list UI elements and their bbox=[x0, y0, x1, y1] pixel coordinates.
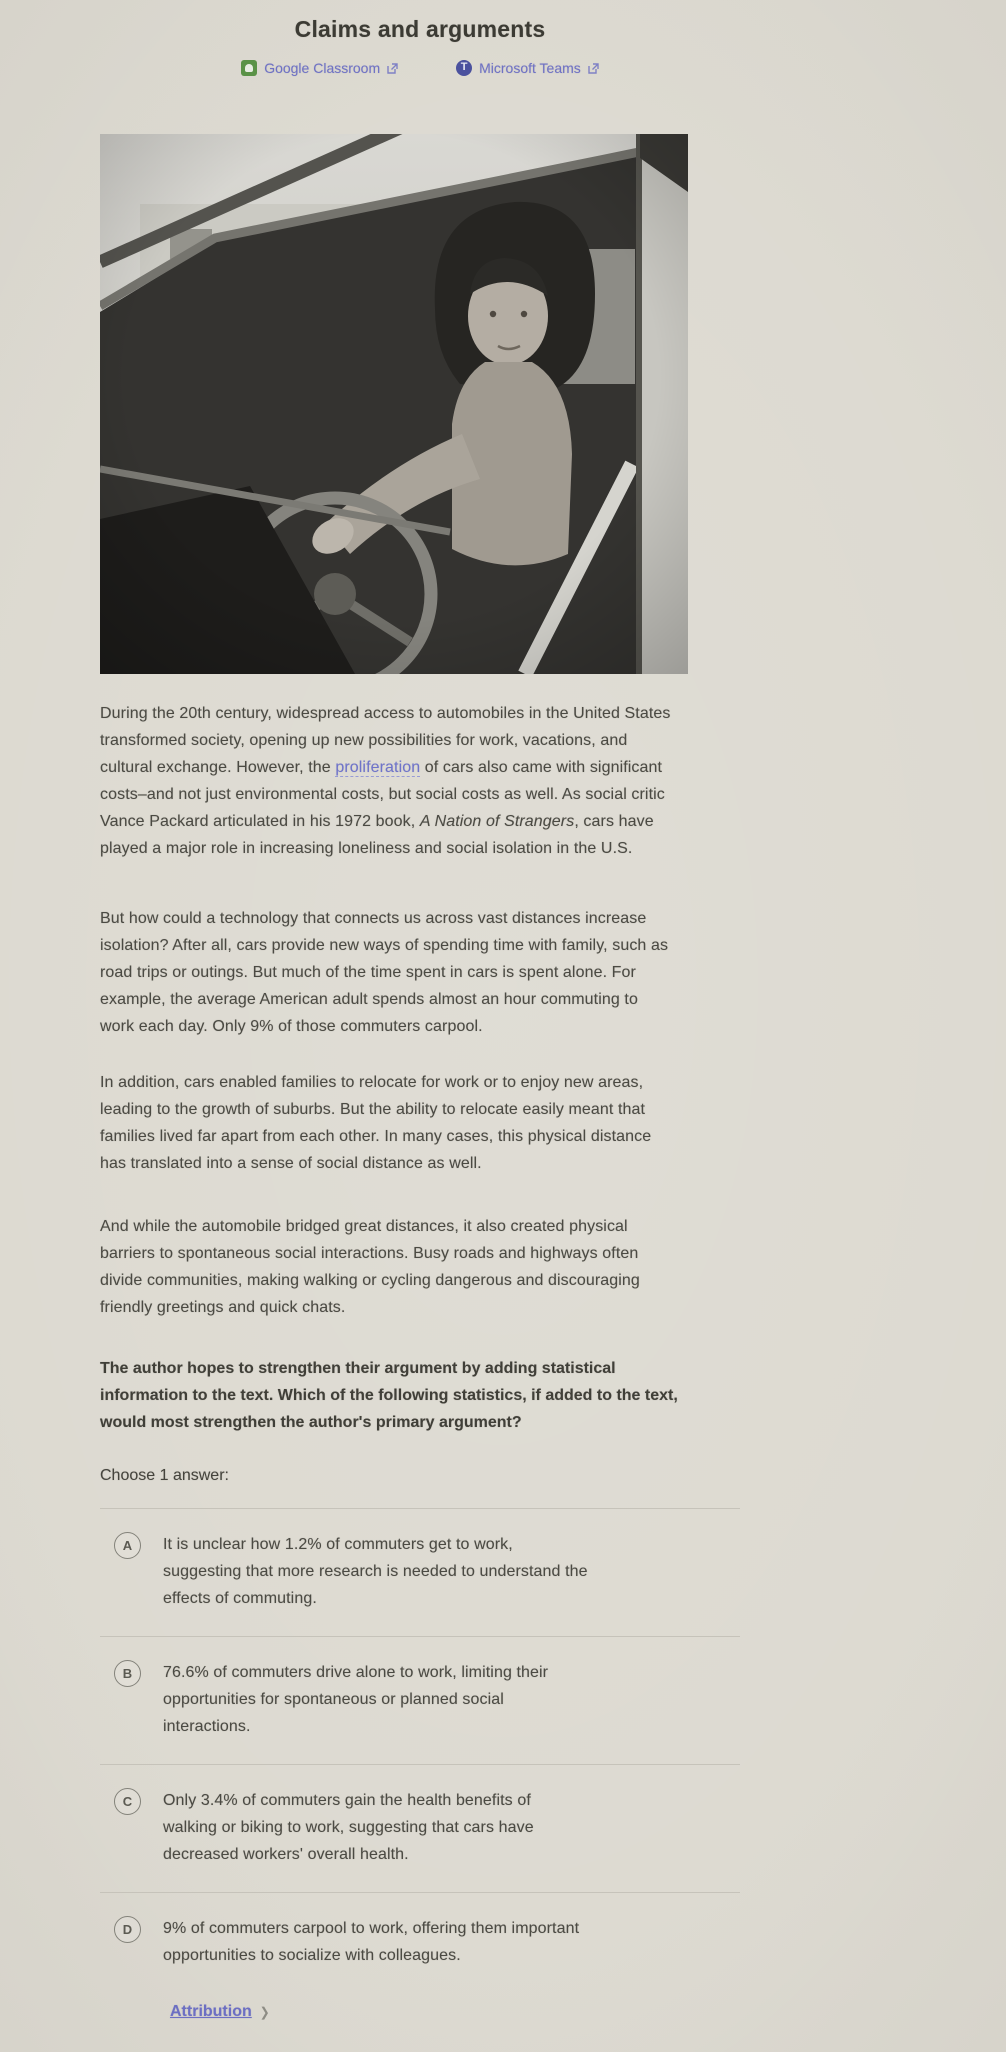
choice-a[interactable] bbox=[100, 1508, 740, 1636]
choice-d-text: 9% of commuters carpool to work, offering them important opportunities to socialize with colleagues. bbox=[163, 1920, 580, 1964]
choice-b-radio[interactable]: B bbox=[114, 1660, 141, 1687]
article-paragraph-3: In addition, cars enabled families to relocate for work or to enjoy new areas, leading to the growth of suburbs. But the ability to relocate easily meant that families lived far apart from each other. In many cases, this physical distance has translated into a sense of social distance as well. bbox=[100, 1074, 652, 1172]
article-photo bbox=[100, 134, 688, 674]
choice-c[interactable] bbox=[100, 1764, 740, 1892]
exercise-page bbox=[100, 0, 740, 2021]
microsoft-teams-label: Microsoft Teams bbox=[479, 60, 581, 76]
share-links-row bbox=[100, 58, 740, 78]
proliferation-definition-link[interactable]: proliferation bbox=[335, 759, 421, 776]
choice-a-text: It is unclear how 1.2% of commuters get to work, suggesting that more research is needed to understand the effects of commuting. bbox=[163, 1536, 588, 1607]
choice-a-radio[interactable]: A bbox=[114, 1532, 141, 1559]
paragraph-1-text: of cars also came with significant costs–and not just environmental costs, but social costs as well. As social critic Vance Packard articulated in his 1972 book, bbox=[100, 759, 665, 830]
choice-b[interactable] bbox=[100, 1636, 740, 1764]
google-classroom-label: Google Classroom bbox=[264, 60, 381, 76]
choose-answer-label: Choose 1 answer: bbox=[100, 1467, 229, 1484]
choice-d[interactable] bbox=[100, 1892, 740, 1993]
attribution-row bbox=[170, 2003, 270, 2021]
answer-choices bbox=[100, 1508, 740, 1993]
woman-driving-photo-illustration bbox=[100, 134, 688, 674]
article-paragraph-1 bbox=[100, 700, 675, 862]
question-prompt: The author hopes to strengthen their argument by adding statistical information to the text. Which of the following statistics, if added to the text, would most strengthen the author's primary argument? bbox=[100, 1360, 678, 1431]
attribution-link[interactable]: Attribution bbox=[170, 2003, 252, 2020]
choice-d-radio[interactable]: D bbox=[114, 1916, 141, 1943]
article-paragraph-2: But how could a technology that connects us across vast distances increase isolation? After all, cars provide new ways of spending time with family, such as road trips or outings. But much of the time spent in cars is spent alone. For example, the average American adult spends almost an hour commuting to work each day. Only 9% of those commuters carpool. bbox=[100, 910, 669, 1035]
page-title: Claims and arguments bbox=[294, 16, 546, 42]
google-classroom-link[interactable] bbox=[241, 60, 398, 76]
choice-b-text: 76.6% of commuters drive alone to work, limiting their opportunities for spontaneous or planned social interactions. bbox=[163, 1664, 549, 1735]
chevron-right-icon: ❯ bbox=[259, 2004, 270, 2020]
paragraph-1-text: During the 20th century, widespread access to automobiles in the United States transformed society, opening up new possibilities for work, vacations, and cultural exchange. However, the bbox=[100, 705, 671, 776]
external-link-icon bbox=[387, 63, 398, 74]
choice-c-text: Only 3.4% of commuters gain the health benefits of walking or biking to work, suggesting that cars have decreased workers' overall health. bbox=[163, 1792, 534, 1863]
microsoft-teams-icon bbox=[456, 60, 472, 76]
book-title-italic: A Nation of Strangers bbox=[419, 813, 575, 830]
article-paragraph-4: And while the automobile bridged great distances, it also created physical barriers to spontaneous social interactions. Busy roads and highways often divide communities, making walking or cycling dangerous and discouraging friendly greetings and quick chats. bbox=[100, 1218, 640, 1316]
google-classroom-icon bbox=[241, 60, 257, 76]
choice-c-radio[interactable]: C bbox=[114, 1788, 141, 1815]
paragraph-1-text: , cars have played a major role in increasing loneliness and social isolation in the U.S. bbox=[100, 813, 654, 857]
microsoft-teams-link[interactable] bbox=[456, 60, 599, 76]
external-link-icon bbox=[588, 63, 599, 74]
